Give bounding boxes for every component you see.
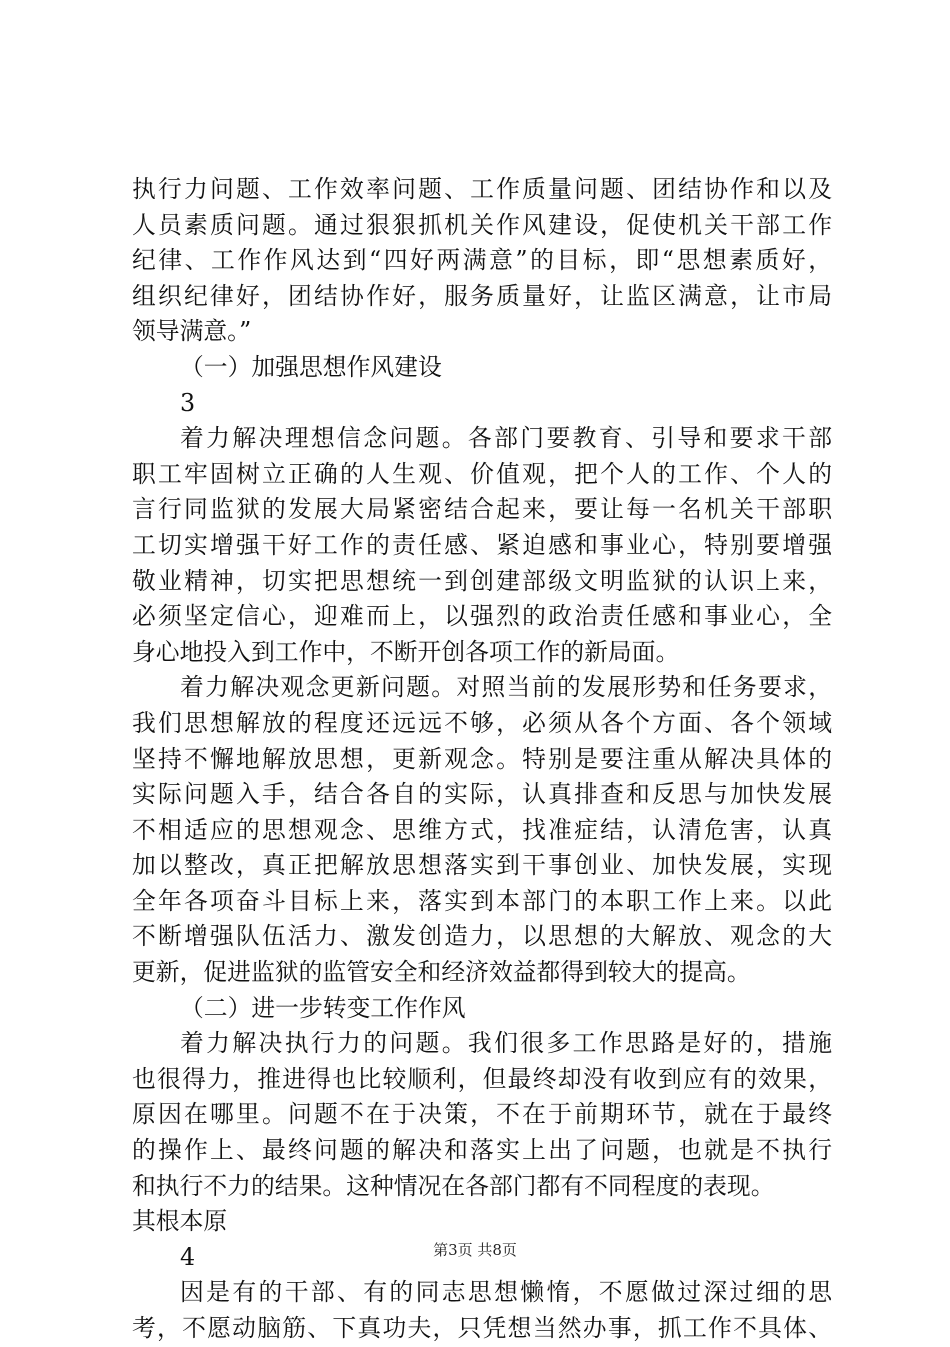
section-heading: （一）加强思想作风建设	[180, 352, 442, 381]
paragraph-first-line: 着力解决理想信念问题。各部门要教育、引导和要求干部	[180, 424, 832, 453]
text-line: 也很得力，推进得也比较顺利，但最终却没有收到应有的效果，	[132, 1064, 832, 1093]
text-line: 和执行不力的结果。这种情况在各部门都有不同程度的表现。	[132, 1171, 775, 1200]
section-heading: （二）进一步转变工作作风	[180, 993, 466, 1022]
text-line: 不断增强队伍活力、激发创造力，以思想的大解放、观念的大	[132, 922, 832, 951]
text-line: 加以整改，真正把解放思想落实到干事创业、加快发展，实现	[132, 851, 832, 880]
text-line: 全年各项奋斗目标上来，落实到本部门的本职工作上来。以此	[132, 886, 832, 915]
text-line: 原因在哪里。问题不在于决策，不在于前期环节，就在于最终	[132, 1100, 832, 1129]
text-line: 工切实增强干好工作的责任感、紧迫感和事业心，特别要增强	[132, 530, 832, 559]
text-line: 敬业精神，切实把思想统一到创建部级文明监狱的认识上来，	[132, 566, 832, 595]
text-line: 纪律、工作作风达到“四好两满意”的目标，即“思想素质好，	[132, 246, 832, 275]
source-page-number: 4	[180, 1242, 196, 1271]
text-line: 职工牢固树立正确的人生观、价值观，把个人的工作、个人的	[132, 459, 832, 488]
text-line: 其根本原	[132, 1207, 228, 1236]
text-line: 组织纪律好，团结协作好，服务质量好，让监区满意，让市局	[132, 281, 832, 310]
text-line: 言行同监狱的发展大局紧密结合起来，要让每一名机关干部职	[132, 495, 832, 524]
paragraph-first-line: 因是有的干部、有的同志思想懒惰，不愿做过深过细的思	[180, 1278, 832, 1307]
text-line: 我们思想解放的程度还远远不够，必须从各个方面、各个领域	[132, 708, 832, 737]
text-line: 坚持不懈地解放思想，更新观念。特别是要注重从解决具体的	[132, 744, 832, 773]
page-footer: 第3页 共8页	[433, 1241, 517, 1259]
text-line: 实际问题入手，结合各自的实际，认真排查和反思与加快发展	[132, 780, 832, 809]
source-page-number: 3	[180, 388, 196, 417]
text-line: 更新，促进监狱的监管安全和经济效益都得到较大的提高。	[132, 958, 751, 987]
document-body	[132, 172, 832, 1347]
text-line: 考，不愿动脑筋、下真功夫，只凭想当然办事，抓工作不具体、	[132, 1314, 832, 1342]
text-line: 的操作上、最终问题的解决和落实上出了问题，也就是不执行	[132, 1136, 832, 1165]
paragraph-first-line: 着力解决观念更新问题。对照当前的发展形势和任务要求，	[180, 673, 832, 702]
text-line: 领导满意。”	[132, 317, 252, 346]
text-line: 不相适应的思想观念、思维方式，找准症结，认清危害，认真	[132, 815, 832, 844]
text-line: 人员素质问题。通过狠狠抓机关作风建设，促使机关干部工作	[132, 210, 832, 239]
text-line: 执行力问题、工作效率问题、工作质量问题、团结协作和以及	[132, 175, 832, 203]
text-line: 必须坚定信心，迎难而上，以强烈的政治责任感和事业心，全	[132, 602, 832, 631]
text-line: 身心地投入到工作中，不断开创各项工作的新局面。	[132, 637, 680, 666]
paragraph-first-line: 着力解决执行力的问题。我们很多工作思路是好的，措施	[180, 1029, 832, 1058]
